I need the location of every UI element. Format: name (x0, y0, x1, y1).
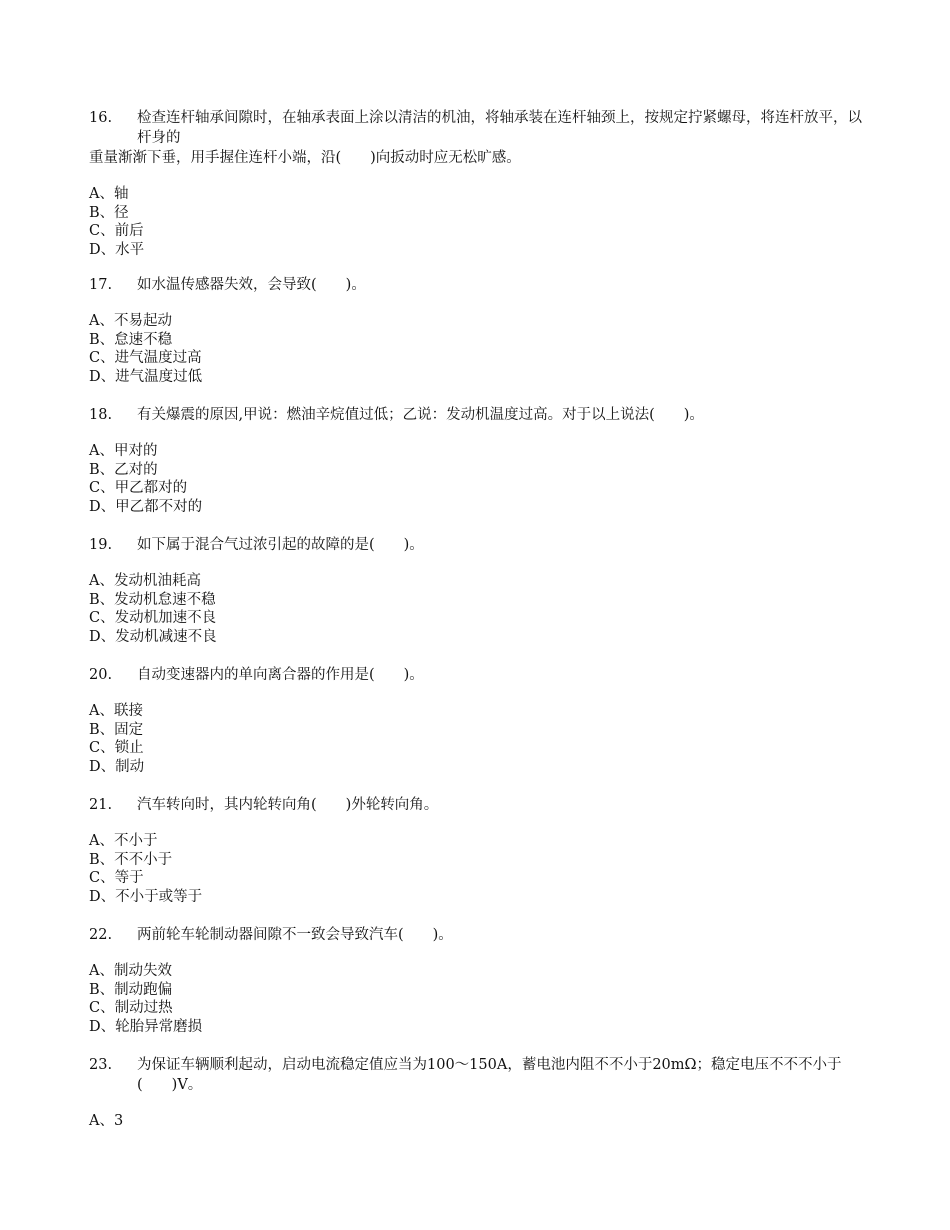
question-19 (89, 535, 869, 646)
option-list (89, 832, 869, 906)
question-20 (89, 665, 869, 776)
question-number: 23. (89, 1057, 113, 1073)
question-21 (89, 795, 869, 906)
question-18 (89, 405, 869, 516)
question-text: 检查连杆轴承间隙时，在轴承表面上涂以清洁的机油，将轴承装在连杆轴颈上，按规定拧紧螺母，将连杆放平，以杆身的 (137, 110, 862, 146)
question-text: 汽车转向时，其内轮转向角( )外轮转向角。 (137, 797, 439, 813)
question-number: 19. (89, 537, 113, 553)
question-stem (89, 275, 869, 295)
question-text: 如下属于混合气过浓引起的故障的是( )。 (137, 537, 424, 553)
option-c: C、发动机加速不良 (89, 610, 217, 626)
question-number: 18. (89, 407, 113, 423)
question-stem (89, 665, 869, 685)
question-text: 有关爆震的原因,甲说：燃油辛烷值过低；乙说：发动机温度过高。对于以上说法( )。 (137, 407, 704, 423)
option-d: D、进气温度过低 (89, 368, 203, 385)
option-list (89, 572, 869, 646)
question-text: 为保证车辆顺利起动，启动电流稳定值应当为100～150A，蓄电池内阻不不小于20mΩ；稳定电压不不不小于( )V。 (137, 1057, 842, 1093)
question-stem (89, 795, 869, 815)
question-stem (89, 925, 869, 945)
question-23 (89, 1055, 869, 1131)
question-text: 如水温传感器失效，会导致( )。 (137, 277, 366, 293)
question-text: 自动变速器内的单向离合器的作用是( )。 (137, 667, 424, 683)
option-b: B、发动机怠速不稳 (89, 591, 216, 608)
option-d: D、轮胎异常磨损 (89, 1018, 203, 1035)
option-a: A、制动失效 (89, 963, 172, 979)
question-number: 21. (89, 797, 113, 813)
option-a: A、3 (89, 1113, 124, 1129)
option-b: B、制动跑偏 (89, 981, 173, 998)
question-stem (89, 535, 869, 555)
option-list (89, 962, 869, 1036)
question-number: 16. (89, 110, 113, 126)
option-c: C、等于 (89, 870, 144, 886)
option-d: D、发动机减速不良 (89, 628, 217, 645)
option-list (89, 442, 869, 516)
question-stem (89, 1055, 869, 1095)
question-17 (89, 275, 869, 386)
option-d: D、制动 (89, 758, 145, 775)
option-a: A、联接 (89, 703, 143, 719)
option-d: D、不小于或等于 (89, 888, 203, 905)
option-a: A、轴 (89, 186, 129, 202)
option-a: A、不小于 (89, 833, 158, 849)
option-c: C、锁止 (89, 740, 144, 756)
option-list (89, 1112, 869, 1131)
question-number: 17. (89, 277, 113, 293)
option-list (89, 185, 869, 259)
option-d: D、甲乙都不对的 (89, 498, 203, 515)
option-b: B、固定 (89, 721, 144, 738)
option-b: B、不不小于 (89, 851, 173, 868)
question-stem (89, 405, 869, 425)
option-b: B、怠速不稳 (89, 331, 173, 348)
question-16 (89, 108, 869, 259)
option-c: C、前后 (89, 223, 144, 239)
option-c: C、进气温度过高 (89, 350, 202, 366)
question-number: 22. (89, 927, 113, 943)
option-a: A、发动机油耗高 (89, 573, 201, 589)
option-c: C、甲乙都对的 (89, 480, 188, 496)
option-b: B、乙对的 (89, 461, 158, 478)
question-text-continuation: 重量渐渐下垂，用手握住连杆小端，沿( )向扳动时应无松旷感。 (89, 150, 521, 166)
question-text: 两前轮车轮制动器间隙不一致会导致汽车( )。 (137, 927, 453, 943)
option-c: C、制动过热 (89, 1000, 173, 1016)
question-number: 20. (89, 667, 113, 683)
question-stem (89, 108, 869, 148)
option-b: B、径 (89, 204, 129, 221)
option-d: D、水平 (89, 241, 145, 258)
question-22 (89, 925, 869, 1036)
option-a: A、不易起动 (89, 313, 172, 329)
option-a: A、甲对的 (89, 443, 158, 459)
option-list (89, 702, 869, 776)
option-list (89, 312, 869, 386)
